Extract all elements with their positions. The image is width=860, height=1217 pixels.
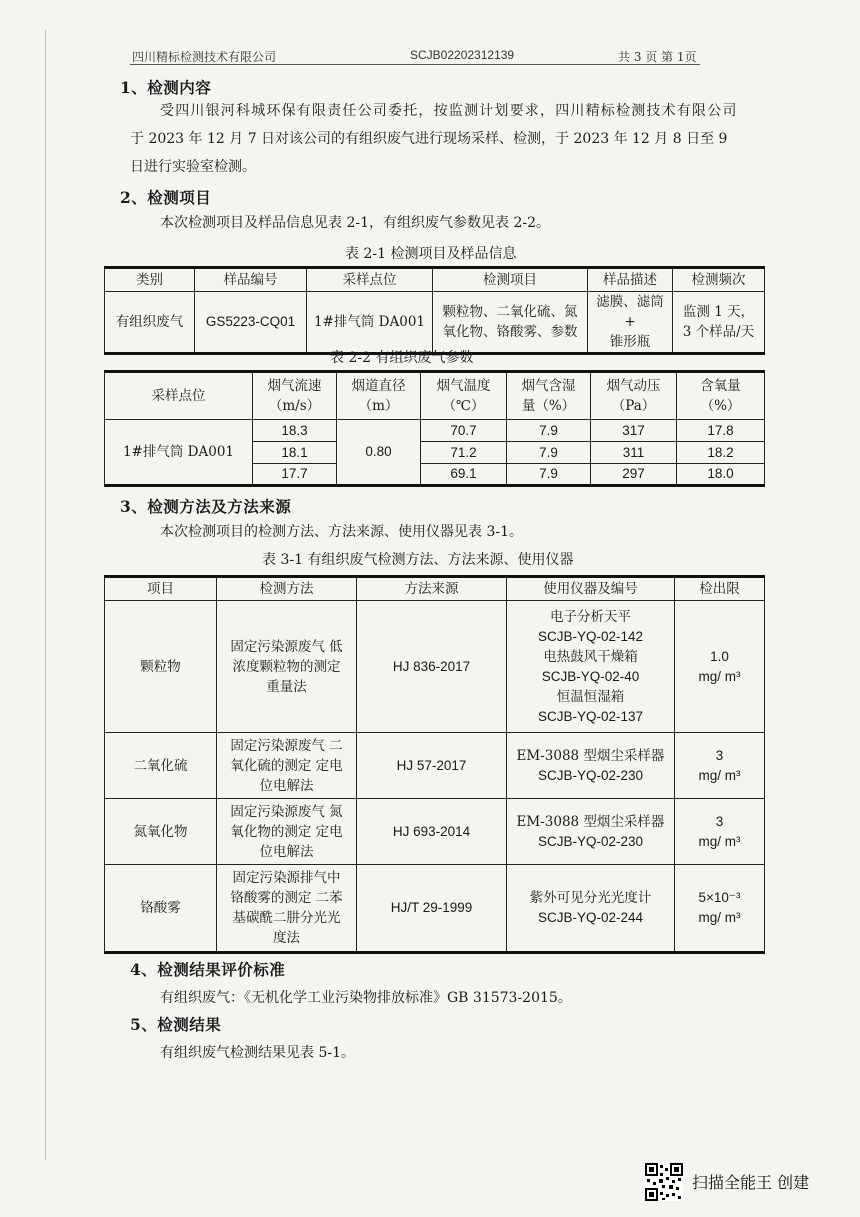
t21-sample-no: GS5223-CQ01 [195,292,307,354]
table-2-1-caption: 表 2-1 检测项目及样品信息 [345,246,517,262]
section-3-text: 本次检测项目的检测方法、方法来源、使用仪器见表 3-1。 [160,524,523,540]
table-row [105,799,765,865]
t31-instruments: 紫外可见分光光度计 SCJB-YQ-02-244 [507,865,675,953]
t21-point: 1#排气筒 DA001 [307,292,433,354]
t22-header-temp: 烟气温度 （℃） [421,372,507,420]
table-row [105,601,765,733]
t22-velocity: 18.3 [253,420,337,442]
t22-diameter: 0.80 [337,420,421,486]
header-company: 四川精标检测技术有限公司 [132,50,277,64]
scanner-brand: 扫描全能王 创建 [692,1173,810,1192]
t31-header-limit: 检出限 [675,577,765,601]
t31-instruments: EM-3088 型烟尘采样器 SCJB-YQ-02-230 [507,799,675,865]
table-2-1 [104,266,765,355]
t22-pressure: 317 [591,420,677,442]
section-1-title: 1、检测内容 [120,78,212,97]
t22-moisture: 7.9 [507,442,591,464]
t31-header-method: 检测方法 [217,577,357,601]
header-page: 共 3 页 第 1页 [618,50,697,64]
header-report-no: SCJB02202312139 [410,48,515,62]
t31-header-item: 项目 [105,577,217,601]
t22-temp: 69.1 [421,464,507,486]
table-2-2 [104,370,765,487]
t21-header-category: 类别 [105,268,195,292]
t31-method: 固定污染源废气 氮 氧化物的测定 定电 位电解法 [217,799,357,865]
t21-header-sample-no: 样品编号 [195,268,307,292]
t31-header-instruments: 使用仪器及编号 [507,577,675,601]
t31-limit: 3 mg/ m³ [675,799,765,865]
section-2-title: 2、检测项目 [120,188,212,207]
t21-items: 颗粒物、二氧化硫、氮 氧化物、铬酸雾、参数 [433,292,588,354]
t22-velocity: 18.1 [253,442,337,464]
t31-source: HJ/T 29-1999 [357,865,507,953]
qr-code-icon [645,1163,683,1201]
t22-temp: 71.2 [421,442,507,464]
t22-header-velocity: 烟气流速 （m/s） [253,372,337,420]
section-5-title: 5、检测结果 [130,1015,222,1034]
table-row [105,865,765,953]
t31-instruments: 电子分析天平 SCJB-YQ-02-142 电热鼓风干燥箱 SCJB-YQ-02-40 恒温恒湿箱 SCJB-YQ-02-137 [507,601,675,733]
t21-freq: 监测 1 天， 3 个样品/天 [673,292,765,354]
header-divider [130,64,700,65]
t31-item: 铬酸雾 [105,865,217,953]
t22-moisture: 7.9 [507,420,591,442]
t22-header-point: 采样点位 [105,372,253,420]
table-row [105,733,765,799]
t21-header-freq: 检测频次 [673,268,765,292]
table-2-2-caption: 表 2-2 有组织废气参数 [330,350,474,366]
table-3-1-caption: 表 3-1 有组织废气检测方法、方法来源、使用仪器 [262,552,574,568]
t31-item: 氮氧化物 [105,799,217,865]
section-3-title: 3、检测方法及方法来源 [120,497,292,516]
t21-header-point: 采样点位 [307,268,433,292]
t22-header-diameter: 烟道直径 （m） [337,372,421,420]
section-1-line-1: 受四川银河科城环保有限责任公司委托，按监测计划要求，四川精标检测技术有限公司 [160,103,738,119]
t31-source: HJ 693-2014 [357,799,507,865]
section-2-text: 本次检测项目及样品信息见表 2-1，有组织废气参数见表 2-2。 [160,215,550,231]
t22-header-pressure: 烟气动压 （Pa） [591,372,677,420]
t31-limit: 3 mg/ m³ [675,733,765,799]
t21-category: 有组织废气 [105,292,195,354]
t31-item: 二氧化硫 [105,733,217,799]
t22-oxygen: 18.2 [677,442,765,464]
t31-limit: 1.0 mg/ m³ [675,601,765,733]
section-5-text: 有组织废气检测结果见表 5-1。 [160,1045,355,1061]
t22-point: 1#排气筒 DA001 [105,420,253,486]
t31-source: HJ 57-2017 [357,733,507,799]
t31-method: 固定污染源排气中 铬酸雾的测定 二苯 基碳酰二肼分光光 度法 [217,865,357,953]
t22-velocity: 17.7 [253,464,337,486]
t21-desc: 滤膜、滤筒+ 锥形瓶 [588,292,673,354]
section-4-title: 4、检测结果评价标准 [130,960,286,979]
table-row [105,420,765,442]
t31-method: 固定污染源废气 低 浓度颗粒物的测定 重量法 [217,601,357,733]
t22-header-oxygen: 含氧量 （%） [677,372,765,420]
section-1-line-3: 日进行实验室检测。 [130,159,256,175]
t31-source: HJ 836-2017 [357,601,507,733]
t31-instruments: EM-3088 型烟尘采样器 SCJB-YQ-02-230 [507,733,675,799]
section-1-line-2: 于 2023 年 12 月 7 日对该公司的有组织废气进行现场采样、检测，于 2023 年 12 月 8 日至 9 [130,131,728,147]
scan-edge [45,30,46,1160]
t21-header-desc: 样品描述 [588,268,673,292]
t22-temp: 70.7 [421,420,507,442]
t31-limit: 5×10⁻³ mg/ m³ [675,865,765,953]
t31-header-source: 方法来源 [357,577,507,601]
t22-oxygen: 17.8 [677,420,765,442]
t22-oxygen: 18.0 [677,464,765,486]
t21-header-items: 检测项目 [433,268,588,292]
t22-header-moisture: 烟气含湿 量（%） [507,372,591,420]
t31-item: 颗粒物 [105,601,217,733]
t22-moisture: 7.9 [507,464,591,486]
t31-method: 固定污染源废气 二 氧化硫的测定 定电 位电解法 [217,733,357,799]
t22-pressure: 311 [591,442,677,464]
t22-pressure: 297 [591,464,677,486]
table-3-1 [104,575,765,954]
section-4-text: 有组织废气：《无机化学工业污染物排放标准》GB 31573-2015。 [160,990,572,1006]
